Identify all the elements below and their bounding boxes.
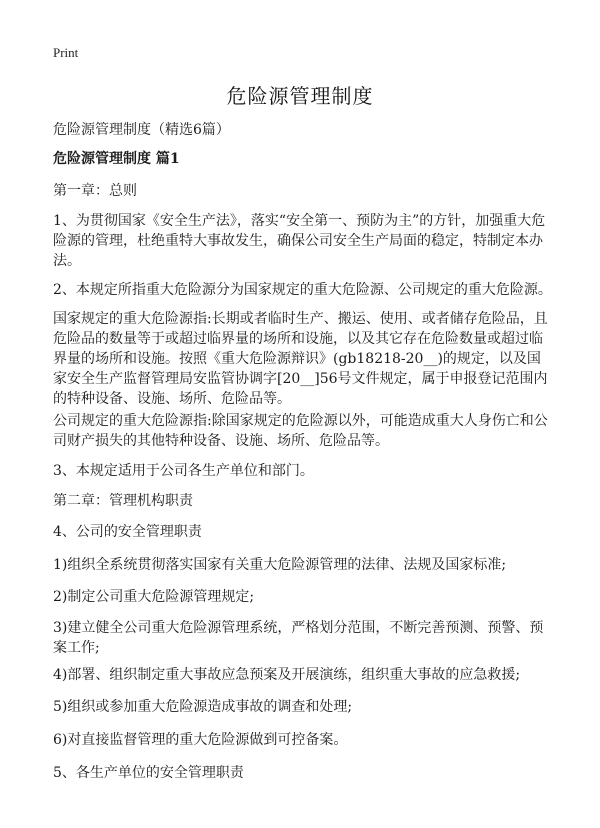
list-item: 5)组织或参加重大危险源造成事故的调查和处理;	[53, 699, 353, 715]
print-label: Print	[53, 45, 79, 60]
chapter-one-heading: 第一章：总则	[53, 183, 137, 199]
list-item: 1)组织全系统贯彻落实国家有关重大危险源管理的法律、法规及国家标准;	[53, 557, 507, 573]
list-item: 6)对直接监督管理的重大危险源做到可控备案。	[53, 732, 348, 748]
paragraph-7: 5、各生产单位的安全管理职责	[53, 765, 244, 781]
paragraph-4: 公司规定的重大危险源指:除国家规定的危险源以外，可能造成重大人身伤亡和公司财产损失的其他特种设备、设施、场所、危险品等。	[53, 413, 548, 449]
paragraph-2: 2、本规定所指重大危险源分为国家规定的重大危险源、公司规定的重大危险源。	[53, 282, 552, 298]
list-item: 2)制定公司重大危险源管理规定;	[53, 589, 255, 605]
paragraph-3: 国家规定的重大危险源指:长期或者临时生产、搬运、使用、或者储存危险品，且危险品的数量等于或超过临界量的场所和设施，以及其它存在危险数量或超过临界量的场所和设施。按照《重大危险源辩识》(gb18218-20__)的规定，以及国家安全生产监督管理局安监管协调字[20__]56号文件规定，属于申报登记范围内的特种设备、设施、场所、危险品等。	[53, 311, 548, 407]
list-item: 3)建立健全公司重大危险源管理系统，严格划分范围，不断完善预测、预警、预案工作;	[53, 620, 544, 656]
paragraph-5: 3、本规定适用于公司各生产单位和部门。	[53, 463, 314, 479]
document-subtitle: 危险源管理制度（精选6篇）	[53, 122, 230, 138]
list-item: 4)部署、组织制定重大事故应急预案及开展演练，组织重大事故的应急救援;	[53, 667, 521, 683]
paragraph-6: 4、公司的安全管理职责	[53, 524, 202, 540]
section-heading: 危险源管理制度 篇1	[53, 151, 180, 167]
chapter-two-heading: 第二章：管理机构职责	[53, 493, 193, 509]
page-title: 危险源管理制度	[226, 84, 374, 108]
paragraph-1: 1、为贯彻国家《安全生产法》，落实“安全第一、预防为主”的方针，加强重大危险源的管理，杜绝重特大事故发生，确保公司安全生产局面的稳定，特制定本办法。	[53, 213, 546, 269]
